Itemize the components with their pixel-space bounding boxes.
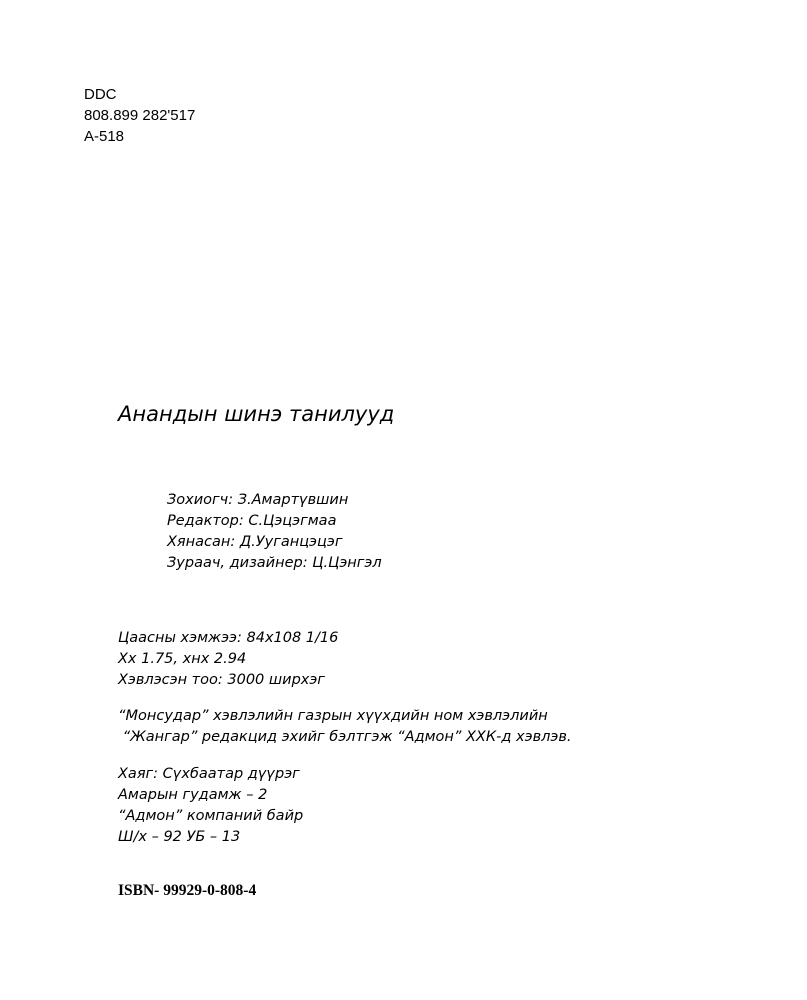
spec-sheets: Хх 1.75, хнх 2.94 bbox=[118, 651, 247, 667]
address-line: Хаяг: Сүхбаатар дүүрэг bbox=[118, 766, 300, 782]
ddc-label: DDC bbox=[84, 86, 117, 103]
ddc-classification bbox=[84, 84, 195, 147]
credit-illustrator: Зураач, дизайнер: Ц.Цэнгэл bbox=[167, 555, 382, 571]
book-title: Анандын шинэ танилууд bbox=[118, 402, 395, 426]
spec-paper-size: Цаасны хэмжээ: 84х108 1/16 bbox=[118, 630, 339, 646]
print-specs-block bbox=[118, 628, 338, 691]
publisher-line: “Монсудар” хэвлэлийн газрын хүүхдийн ном хэвлэлийн bbox=[118, 708, 548, 724]
publisher-line: “Жангар” редакцид эхийг бэлтгэж “Адмон” ХХК-д хэвлэв. bbox=[118, 729, 572, 745]
address-line: “Адмон” компаний байр bbox=[118, 808, 304, 824]
isbn: ISBN- 99929-0-808-4 bbox=[118, 882, 257, 899]
ddc-code: А-518 bbox=[84, 128, 125, 145]
address-line: Ш/х – 92 УБ – 13 bbox=[118, 829, 241, 845]
credit-author: Зохиогч: З.Амартүвшин bbox=[167, 492, 349, 508]
credit-reviewer: Хянасан: Д.Ууганцэцэг bbox=[167, 534, 343, 550]
ddc-number: 808.899 282'517 bbox=[84, 107, 196, 124]
credits-block bbox=[167, 490, 382, 574]
address-block bbox=[118, 764, 303, 848]
spec-print-run: Хэвлэсэн тоо: 3000 ширхэг bbox=[118, 672, 325, 688]
publisher-block bbox=[118, 706, 572, 748]
address-line: Амарын гудамж – 2 bbox=[118, 787, 268, 803]
credit-editor: Редактор: С.Цэцэгмаа bbox=[167, 513, 337, 529]
